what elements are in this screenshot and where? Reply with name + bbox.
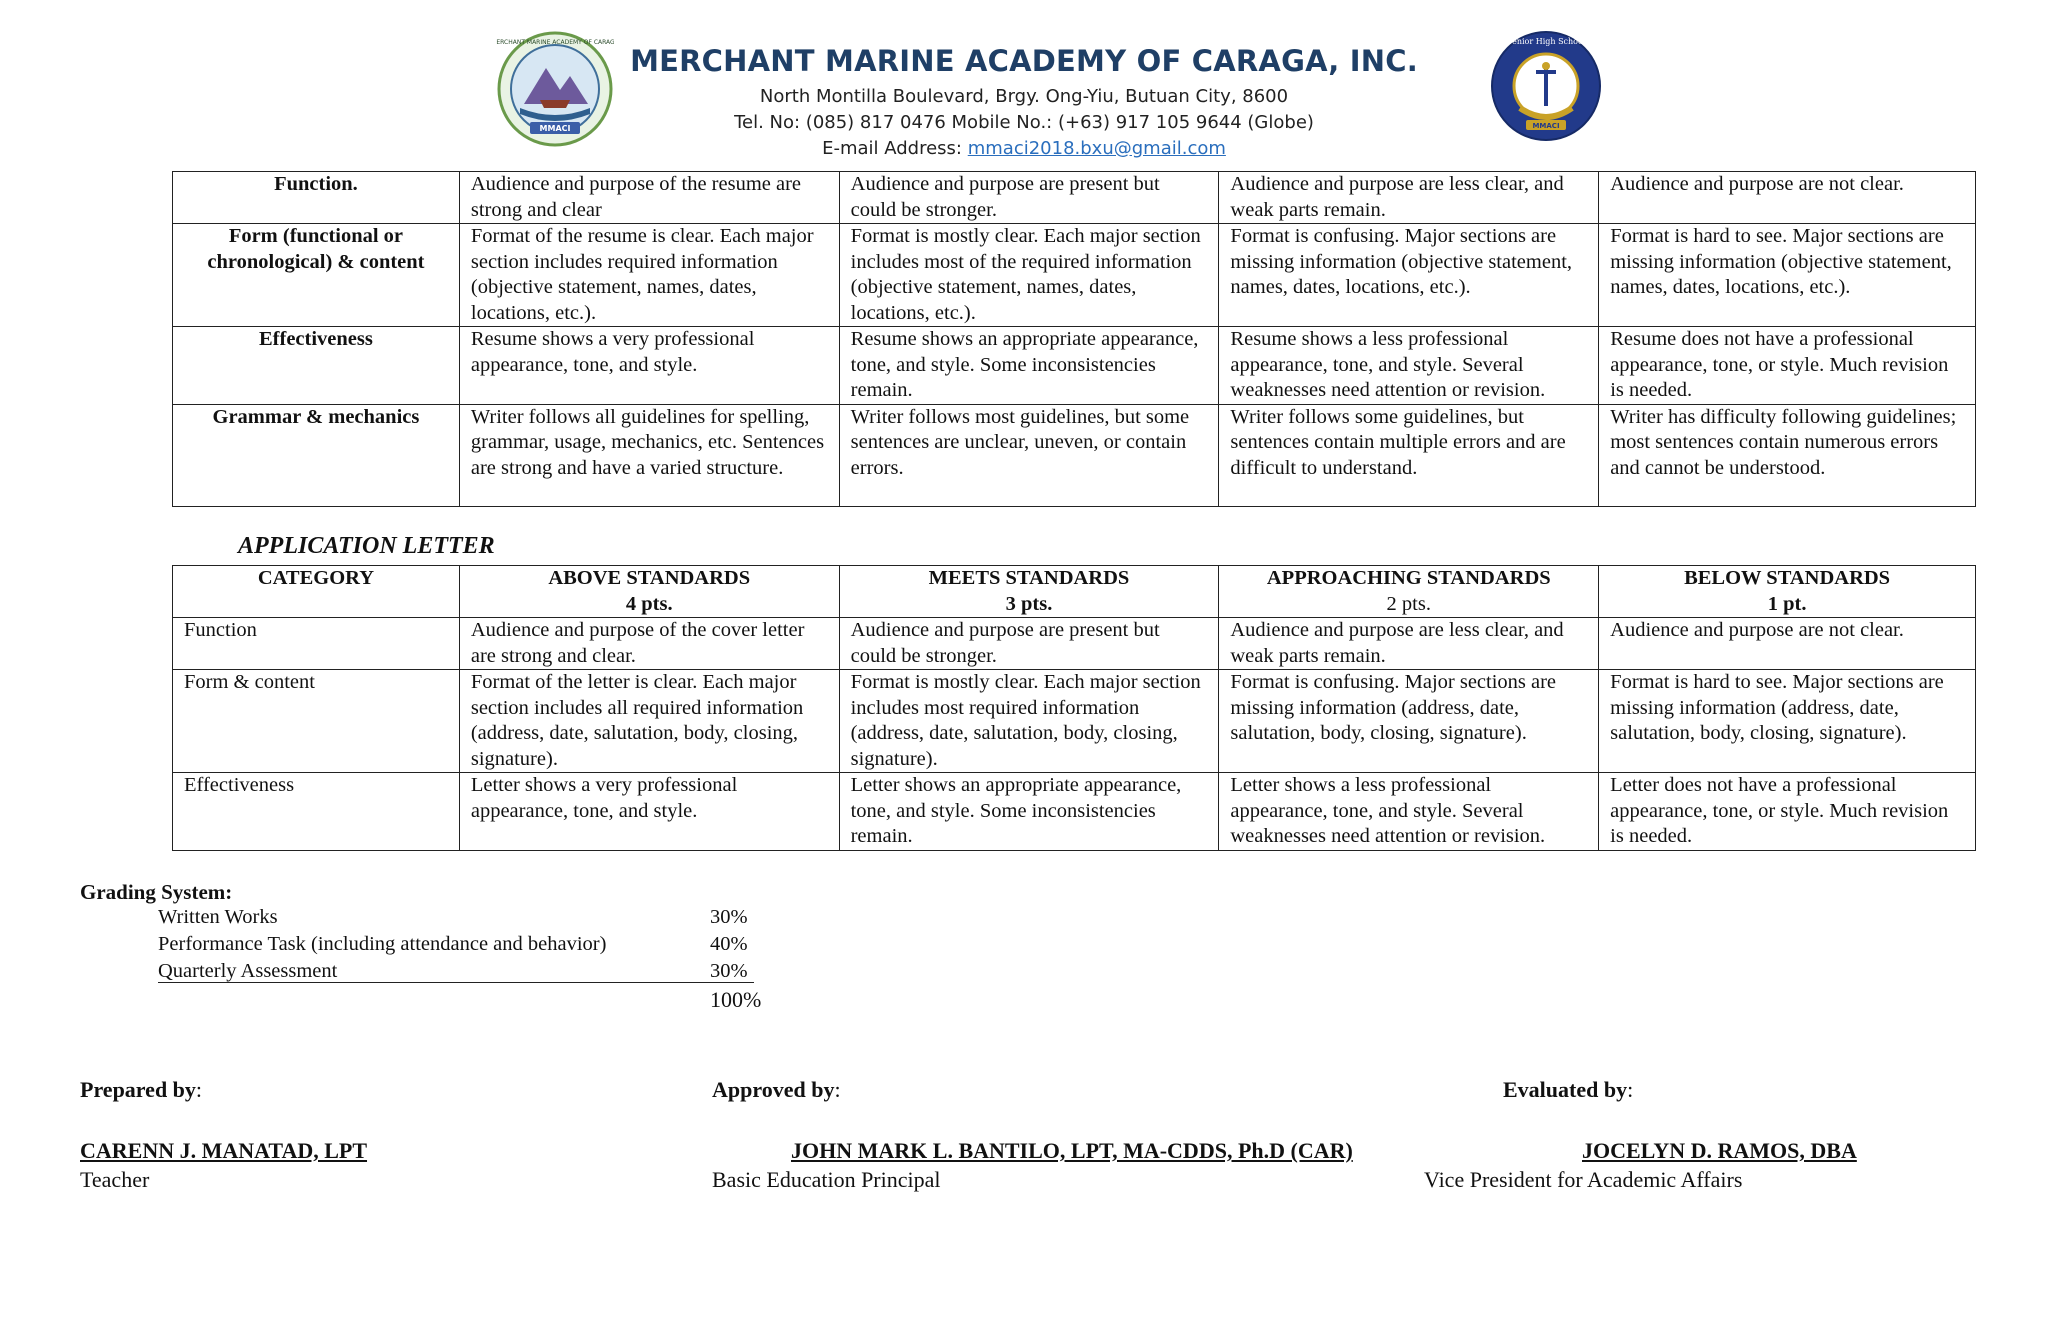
below-cell: Audience and purpose are not clear. [1599, 172, 1976, 224]
prepared-by-role: Teacher [80, 1167, 150, 1192]
approved-by-role: Basic Education Principal [712, 1167, 941, 1192]
below-cell: Resume does not have a professional appearance, tone, or style. Much revision is needed. [1599, 327, 1976, 405]
meets-standards-header: MEETS STANDARDS 3 pts. [839, 566, 1219, 618]
grading-item-label: Written Works [158, 906, 278, 928]
above-pts: 4 pts. [625, 592, 673, 615]
approaching-pts: 2 pts. [1386, 592, 1431, 615]
approaching-standards-header: APPROACHING STANDARDS 2 pts. [1219, 566, 1599, 618]
school-name: MERCHANT MARINE ACADEMY OF CARAGA, INC. [630, 44, 1418, 78]
svg-text:MERCHANT MARINE ACADEMY OF CAR: MERCHANT MARINE ACADEMY OF CARAGA [496, 39, 614, 46]
approaching-cell: Letter shows a less professional appearance, tone, and style. Several weaknesses need attention or revision. [1219, 773, 1599, 851]
below-standards-header: BELOW STANDARDS 1 pt. [1599, 566, 1976, 618]
meets-cell: Format is mostly clear. Each major section includes most of the required information (objective statement, names, dates, locations, etc.). [839, 224, 1219, 327]
below-pts: 1 pt. [1767, 592, 1807, 615]
approaching-cell: Resume shows a less professional appearance, tone, and style. Several weaknesses need attention or revision. [1219, 327, 1599, 405]
grading-item-label: Quarterly Assessment [158, 960, 338, 982]
grading-item-value: 40% [710, 933, 748, 955]
table-row [173, 172, 1976, 224]
table-row [173, 618, 1976, 670]
above-cell: Audience and purpose of the resume are strong and clear [459, 172, 839, 224]
above-cell: Writer follows all guidelines for spelling, grammar, usage, mechanics, etc. Sentences are strong and have a varied structure. [459, 404, 839, 506]
above-cell: Letter shows a very professional appearance, tone, and style. [459, 773, 839, 851]
svg-text:Senior High School: Senior High School [1506, 37, 1586, 46]
school-address: North Montilla Boulevard, Brgy. Ong-Yiu, Butuan City, 8600 [759, 86, 1289, 107]
approaching-cell: Format is confusing. Major sections are missing information (address, date, salutation, body, closing, signature). [1219, 670, 1599, 773]
svg-text:MMACI: MMACI [1532, 122, 1560, 130]
table-header-row [173, 566, 1976, 618]
evaluated-by-role: Vice President for Academic Affairs [1424, 1167, 1743, 1192]
above-cell: Format of the resume is clear. Each major section includes required information (objective statement, names, dates, locations, etc.). [459, 224, 839, 327]
email-label: E-mail Address: [822, 138, 968, 159]
criterion-cell: Function [173, 618, 460, 670]
table-row [173, 670, 1976, 773]
below-cell: Writer has difficulty following guidelines; most sentences contain numerous errors and cannot be understood. [1599, 404, 1976, 506]
above-cell: Format of the letter is clear. Each major section includes all required information (address, date, salutation, body, closing, signature). [459, 670, 839, 773]
table-row [173, 404, 1976, 506]
approaching-cell: Audience and purpose are less clear, and weak parts remain. [1219, 618, 1599, 670]
table-row [173, 224, 1976, 327]
school-phone: Tel. No: (085) 817 0476 Mobile No.: (+63) 917 105 9644 (Globe) [734, 112, 1314, 133]
below-cell: Format is hard to see. Major sections are missing information (address, date, salutation, body, closing, signature). [1599, 670, 1976, 773]
evaluated-by-label: Evaluated by: [1503, 1077, 1634, 1102]
criterion-cell: Grammar & mechanics [173, 404, 460, 506]
approaching-cell: Format is confusing. Major sections are missing information (objective statement, names, dates, locations, etc.). [1219, 224, 1599, 327]
prepared-by-name: CARENN J. MANATAD, LPT [80, 1138, 368, 1163]
meets-cell: Audience and purpose are present but could be stronger. [839, 618, 1219, 670]
meets-cell: Writer follows most guidelines, but some sentences are unclear, uneven, or contain errors. [839, 404, 1219, 506]
table-row [173, 327, 1976, 405]
above-standards-header: ABOVE STANDARDS 4 pts. [459, 566, 839, 618]
email-link[interactable]: mmaci2018.bxu@gmail.com [967, 138, 1226, 159]
grading-total: 100% [710, 987, 762, 1012]
application-letter-title: APPLICATION LETTER [238, 533, 495, 559]
school-email-line [0, 138, 2048, 159]
grading-total-rule [158, 982, 754, 983]
prepared-by-label: Prepared by: [80, 1077, 203, 1102]
criterion-cell: Form (functional or chronological) & content [173, 224, 460, 327]
grading-item-value: 30% [710, 960, 748, 982]
resume-rubric-table [172, 171, 1976, 507]
grading-item-label: Performance Task (including attendance and behavior) [158, 933, 607, 955]
grading-item-value: 30% [710, 906, 748, 928]
meets-cell: Audience and purpose are present but could be stronger. [839, 172, 1219, 224]
approaching-cell: Audience and purpose are less clear, and weak parts remain. [1219, 172, 1599, 224]
approved-by-label: Approved by: [712, 1077, 841, 1102]
table-row [173, 773, 1976, 851]
criterion-cell: Effectiveness [173, 773, 460, 851]
svg-text:MMACI: MMACI [539, 124, 571, 133]
evaluated-by-name: JOCELYN D. RAMOS, DBA [1582, 1138, 1857, 1163]
grading-system-title: Grading System: [80, 880, 233, 904]
above-cell: Resume shows a very professional appearance, tone, and style. [459, 327, 839, 405]
category-header: CATEGORY [173, 566, 460, 618]
below-cell: Audience and purpose are not clear. [1599, 618, 1976, 670]
criterion-cell: Function. [173, 172, 460, 224]
meets-cell: Letter shows an appropriate appearance, tone, and style. Some inconsistencies remain. [839, 773, 1219, 851]
meets-pts: 3 pts. [1005, 592, 1053, 615]
criterion-cell: Form & content [173, 670, 460, 773]
approaching-cell: Writer follows some guidelines, but sentences contain multiple errors and are difficult to understand. [1219, 404, 1599, 506]
below-cell: Format is hard to see. Major sections are missing information (objective statement, names, dates, locations, etc.). [1599, 224, 1976, 327]
below-cell: Letter does not have a professional appearance, tone, or style. Much revision is needed. [1599, 773, 1976, 851]
meets-cell: Resume shows an appropriate appearance, tone, and style. Some inconsistencies remain. [839, 327, 1219, 405]
approved-by-name: JOHN MARK L. BANTILO, LPT, MA-CDDS, Ph.D (CAR) [791, 1138, 1353, 1163]
application-letter-table [172, 565, 1976, 851]
criterion-cell: Effectiveness [173, 327, 460, 405]
meets-cell: Format is mostly clear. Each major section includes most required information (address, date, salutation, body, closing, signature). [839, 670, 1219, 773]
above-cell: Audience and purpose of the cover letter are strong and clear. [459, 618, 839, 670]
